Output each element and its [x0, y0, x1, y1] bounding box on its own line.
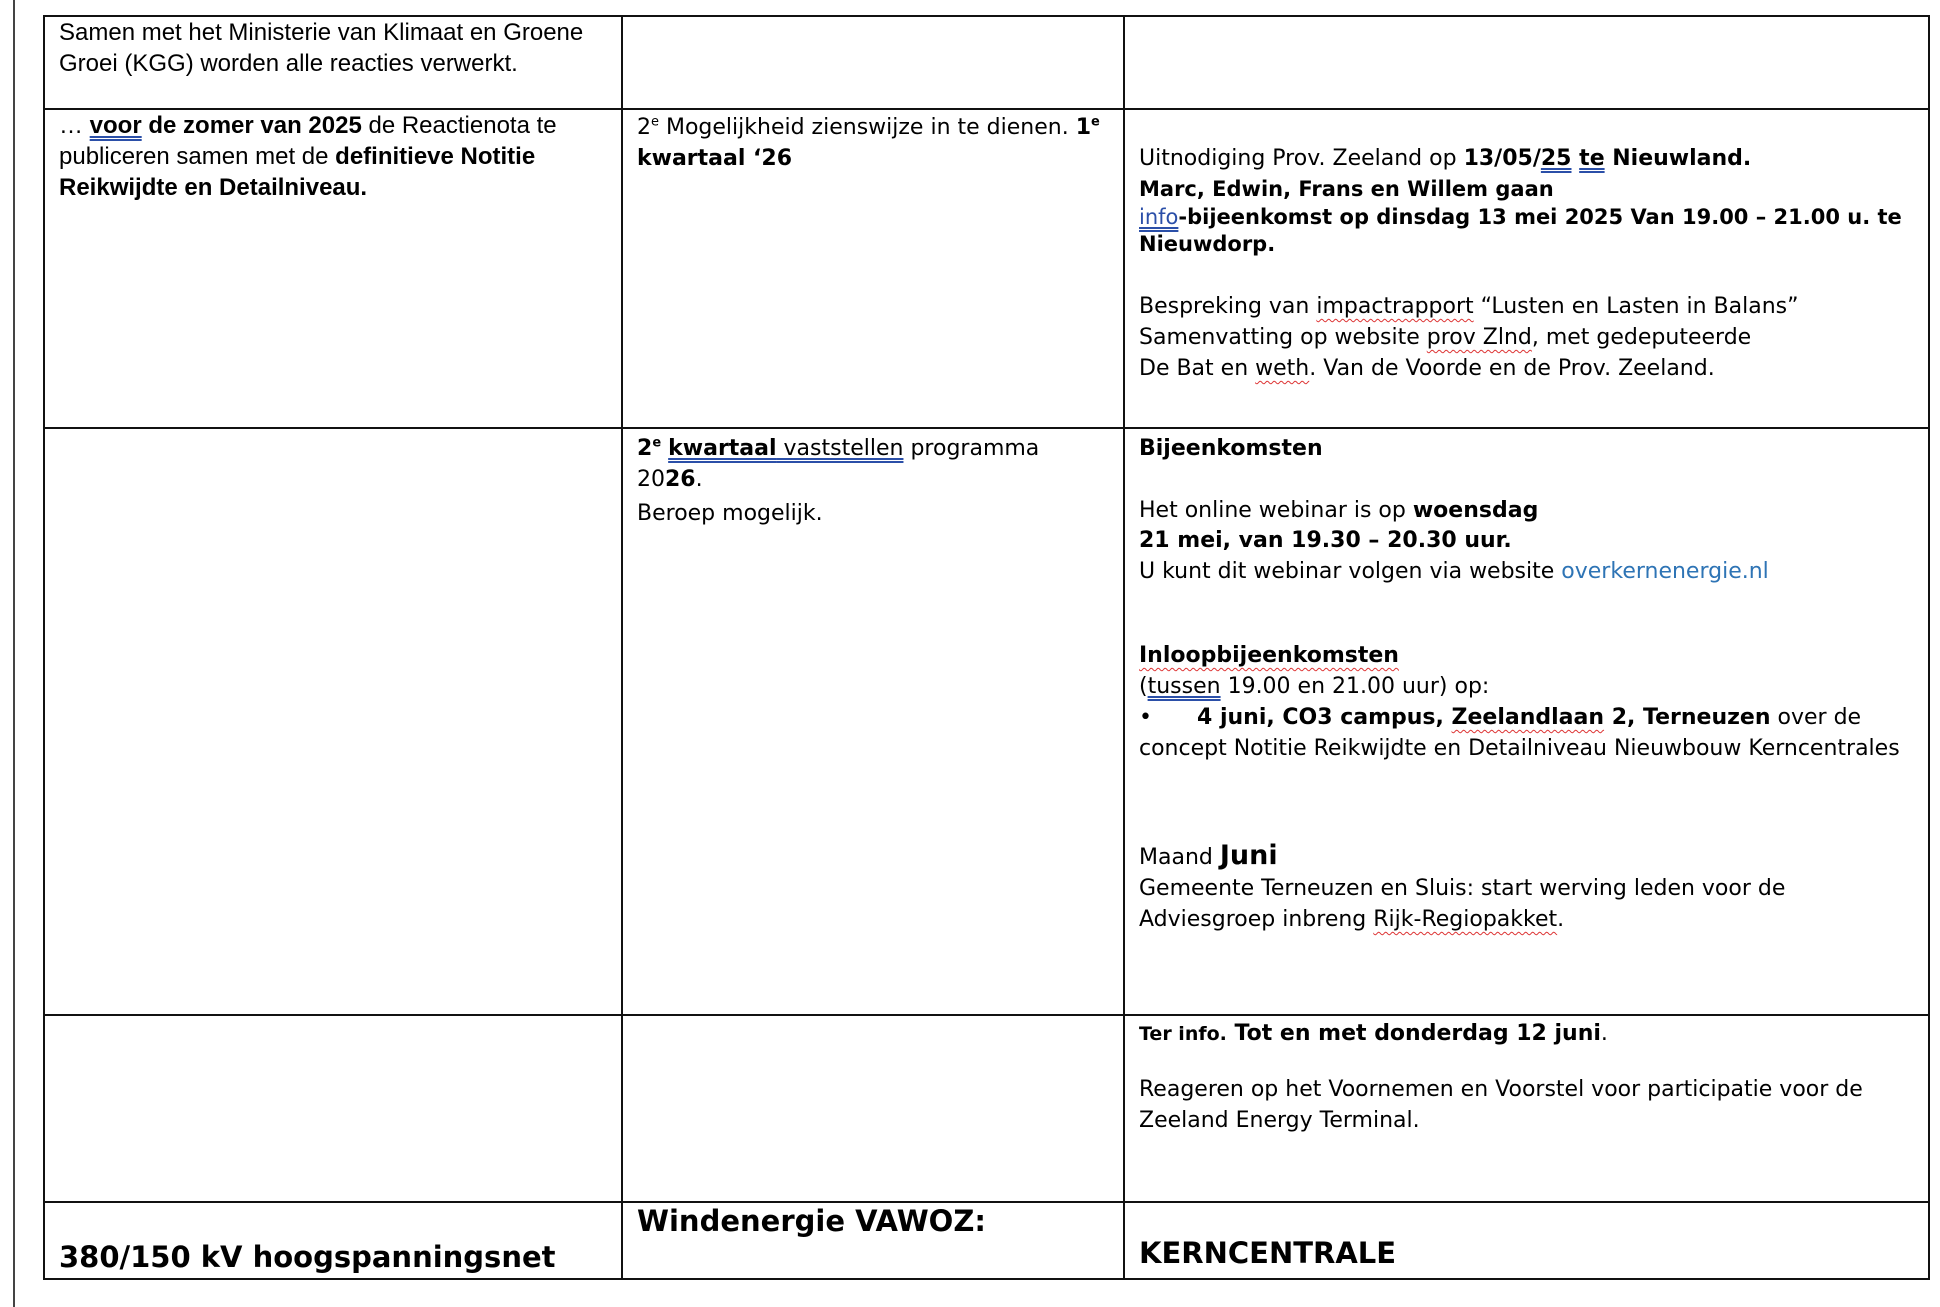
- reactienota-text: … voor de zomer van 2025 de Reactienota te publiceren samen met de definitieve Notitie Reikwijdte en Detailniveau.: [59, 112, 557, 201]
- webinar-time: 21 mei, van 19.30 – 20.30 uur.: [1139, 528, 1512, 553]
- gedeputeerde-line: De Bat en weth. Van de Voorde en de Prov. Zeeland.: [1139, 356, 1715, 381]
- inloop-time: (tussen 19.00 en 21.00 uur) op:: [1139, 674, 1490, 699]
- gemeente-text: Gemeente Terneuzen en Sluis: start werving leden voor de Adviesgroep inbreng Rijk-Regiopakket.: [1139, 876, 1786, 932]
- webinar-line: Het online webinar is op woensdag: [1139, 498, 1539, 523]
- attendees-line: Marc, Edwin, Frans en Willem gaan: [1139, 177, 1554, 201]
- cell-r5-c2: [622, 1202, 1124, 1279]
- vaststellen-line: 2e kwartaal vaststellen programma: [637, 435, 1040, 461]
- inloop-bullet: • 4 juni, CO3 campus, Zeelandlaan 2, Terneuzen over de concept Notitie Reikwijdte en Detailniveau Nieuwbouw Kerncentrales: [1139, 705, 1900, 761]
- uitnodiging-line: Uitnodiging Prov. Zeeland op 13/05/25 te Nieuwland.: [1139, 146, 1752, 171]
- cell-r1-c1: [44, 16, 622, 109]
- zienswijze-text: 2e Mogelijkheid zienswijze in te dienen. 1e kwartaal ‘26: [637, 114, 1100, 171]
- cell-r5-c1: [44, 1202, 622, 1279]
- kerncentrale-heading: KERNCENTRALE: [1139, 1236, 1397, 1270]
- table-row: [44, 428, 1929, 1015]
- schedule-table: [43, 15, 1930, 1280]
- cell-r2-c2: [622, 109, 1124, 428]
- cell-r1-c3: [1124, 16, 1929, 109]
- samenvatting-line: Samenvatting op website prov Zlnd, met gedeputeerde: [1139, 325, 1752, 350]
- table-row: [44, 1202, 1929, 1279]
- cell-r3-c3: [1124, 428, 1929, 1015]
- beroep-line: Beroep mogelijk.: [637, 501, 823, 526]
- info-bijeenkomst-line: info-bijeenkomst op dinsdag 13 mei 2025 Van 19.00 – 21.00 u. te Nieuwdorp.: [1139, 205, 1902, 256]
- cell-r3-c2: [622, 428, 1124, 1015]
- webinar-link[interactable]: overkernenergie.nl: [1561, 559, 1769, 584]
- cell-r4-c2: [622, 1015, 1124, 1202]
- cell-r1-c2: [622, 16, 1124, 109]
- reageren-text: Reageren op het Voornemen en Voorstel voor participatie voor de Zeeland Energy Terminal.: [1139, 1077, 1863, 1133]
- cell-r4-c1: [44, 1015, 622, 1202]
- maand-line: Maand Juni: [1139, 840, 1278, 871]
- table-row: [44, 109, 1929, 428]
- year-line: 2026.: [637, 467, 703, 492]
- webinar-follow-line: U kunt dit webinar volgen via website overkernenergie.nl: [1139, 559, 1769, 584]
- cell-r2-c1: [44, 109, 622, 428]
- cell-r4-c3: [1124, 1015, 1929, 1202]
- bijeenkomsten-heading: Bijeenkomsten: [1139, 436, 1323, 461]
- cell-r5-c3: [1124, 1202, 1929, 1279]
- table-row: [44, 16, 1929, 109]
- kgg-text: Samen met het Ministerie van Klimaat en Groene Groei (KGG) worden alle reacties verwerkt.: [59, 19, 584, 77]
- inloop-heading: Inloopbijeenkomsten: [1139, 643, 1399, 668]
- ter-info-line: Ter info. Tot en met donderdag 12 juni.: [1139, 1021, 1608, 1046]
- windenergie-heading: Windenergie VAWOZ:: [637, 1204, 986, 1238]
- cell-r2-c3: [1124, 109, 1929, 428]
- cell-r3-c1: [44, 428, 622, 1015]
- table-row: [44, 1015, 1929, 1202]
- hoogspanningsnet-heading: 380/150 kV hoogspanningsnet: [59, 1240, 556, 1274]
- bespreking-line: Bespreking van impactrapport “Lusten en Lasten in Balans”: [1139, 294, 1799, 319]
